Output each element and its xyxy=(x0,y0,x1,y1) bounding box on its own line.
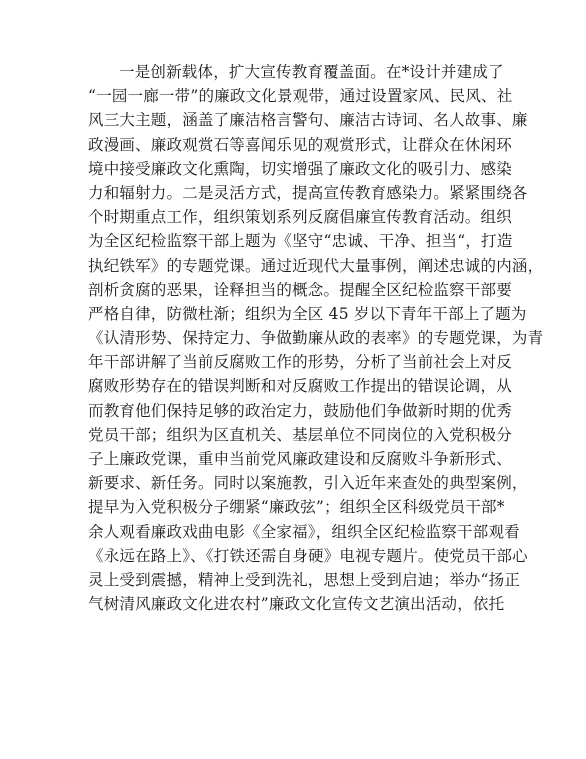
body-text-line: 力和辐射力。二是灵活方式，提高宣传教育感染力。紧紧围绕各 xyxy=(88,183,528,202)
body-text-line: 年干部讲解了当前反腐败工作的形势，分析了当前社会上对反 xyxy=(88,353,512,372)
document-body xyxy=(88,60,544,616)
body-text-line: 政漫画、廉政观赏石等喜闻乐见的观赏形式，让群众在休闲环 xyxy=(88,135,512,154)
body-text-line: 气树清风廉政文化进农村”廉政文化宣传文艺演出活动，依托 xyxy=(88,595,505,614)
body-text-line: 风三大主题，涵盖了廉洁格言警句、廉洁古诗词、名人故事、廉 xyxy=(88,111,528,130)
body-text-line: 《永远在路上》、《打铁还需自身硬》电视专题片。使党员干部心 xyxy=(88,546,528,565)
body-text-line: 境中接受廉政文化熏陶，切实增强了廉政文化的吸引力、感染 xyxy=(88,159,512,178)
body-text-line: 一是创新载体，扩大宣传教育覆盖面。在*设计并建成了 xyxy=(119,63,504,81)
body-text-line: 而教育他们保持足够的政治定力，鼓励他们争做新时期的优秀 xyxy=(88,401,512,420)
body-text-line: 剖析贪腐的恶果，诠释担当的概念。提醒全区纪检监察干部要 xyxy=(88,280,512,299)
body-text-line: 执纪铁军》的专题党课。通过近现代大量事例，阐述忠诚的内涵， xyxy=(88,256,544,275)
body-text-line: 提早为入党积极分子绷紧“廉政弦”；组织全区科级党员干部* xyxy=(88,498,505,517)
body-text-line: “一园一廊一带”的廉政文化景观带，通过设置家风、民风、社 xyxy=(88,87,513,106)
body-text-line: 个时期重点工作，组织策划系列反腐倡廉宣传教育活动。组织 xyxy=(88,208,512,227)
body-text-line: 新要求、新任务。同时以案施教，引入近年来查处的典型案例， xyxy=(88,474,528,493)
body-text-line: 子上廉政党课，重申当前党风廉政建设和反腐败斗争新形式、 xyxy=(88,450,512,468)
body-text-line: 灵上受到震撼，精神上受到洗礼，思想上受到启迪；举办“扬正 xyxy=(88,570,521,589)
body-text-line: 为全区纪检监察干部上题为《坚守“忠诚、干净、担当“，打造 xyxy=(88,232,513,251)
body-text-line: 党员干部；组织为区直机关、基层单位不同岗位的入党积极分 xyxy=(88,425,512,444)
body-text-line: 余人观看廉政戏曲电影《全家福》，组织全区纪检监察干部观看 xyxy=(88,522,520,541)
body-text-line: 腐败形势存在的错误判断和对反腐败工作提出的错误论调，从 xyxy=(88,377,512,396)
body-text-line: 严格自律，防微杜渐；组织为全区 45 岁以下青年干部上了题为 xyxy=(88,304,527,323)
body-text-line: 《认清形势、保持定力、争做勤廉从政的表率》的专题党课，为青 xyxy=(88,329,544,348)
